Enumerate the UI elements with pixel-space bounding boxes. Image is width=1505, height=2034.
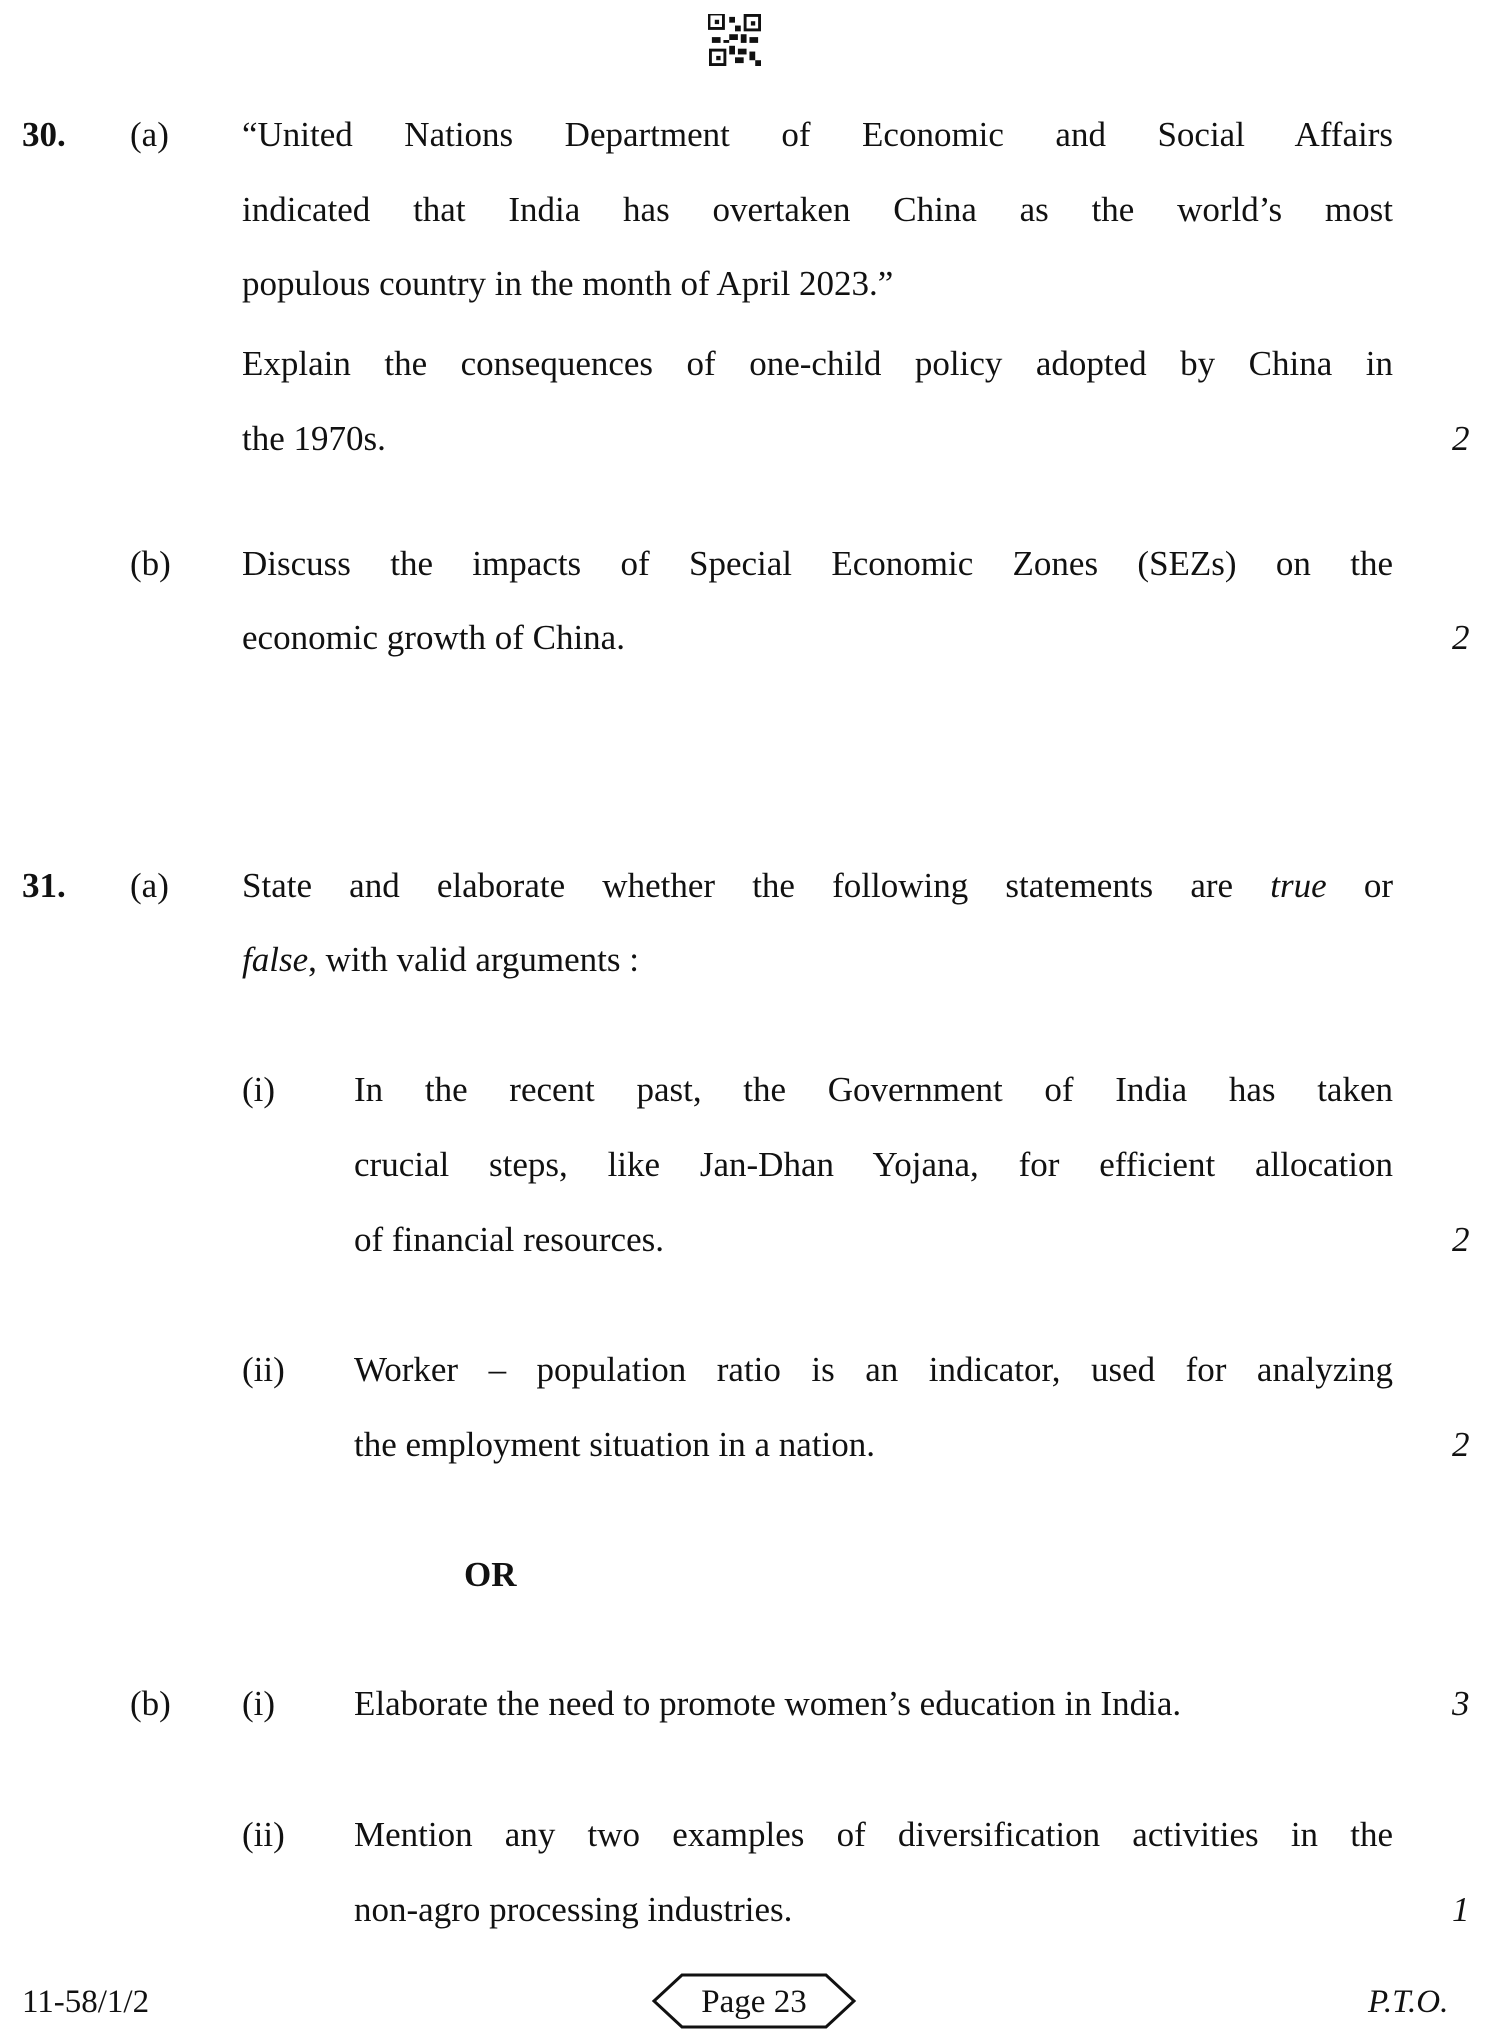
part-label-30b: (b): [130, 544, 171, 583]
sub-label-31aii: (ii): [242, 1350, 285, 1389]
marks-31ai: 2: [1452, 1220, 1470, 1259]
part-label-31a: (a): [130, 866, 169, 905]
q31ai-line: crucial steps, like Jan-Dhan Yojana, for efficient allocation: [354, 1145, 1393, 1184]
q31bii-line: non-agro processing industries.: [354, 1890, 793, 1929]
marks-31aii: 2: [1452, 1425, 1470, 1464]
pto-label: P.T.O.: [1368, 1984, 1449, 2020]
part-label-30a: (a): [130, 115, 169, 154]
q31ai-line: In the recent past, the Government of India has taken: [354, 1070, 1393, 1109]
part-label-31b: (b): [130, 1684, 171, 1723]
q30a-line: indicated that India has overtaken China as the world’s most: [242, 190, 1393, 229]
marks-30a: 2: [1452, 419, 1470, 458]
q31aii-line: the employment situation in a nation.: [354, 1425, 876, 1464]
q31a-or: or: [1363, 866, 1393, 905]
sub-label-31bi: (i): [242, 1684, 276, 1723]
sub-label-31ai: (i): [242, 1070, 276, 1109]
q30a-line: populous country in the month of April 2023.”: [242, 264, 894, 303]
q31a-true: true: [1270, 866, 1327, 905]
q31a-line: [242, 938, 1393, 982]
q31ai-line: of financial resources.: [354, 1220, 664, 1259]
q31a-text: , with valid arguments :: [308, 940, 639, 979]
question-number-31: 31.: [22, 866, 66, 905]
q30a-line: “United Nations Department of Economic and Social Affairs: [242, 115, 1393, 154]
q31aii-line: Worker – population ratio is an indicator, used for analyzing: [354, 1350, 1393, 1389]
q31a-false: false: [242, 940, 309, 979]
marks-31bi: 3: [1452, 1684, 1470, 1723]
q31a-text: State and elaborate whether the following statements are: [242, 866, 1234, 905]
paper-code: 11-58/1/2: [22, 1984, 150, 2020]
q30a-line: the 1970s.: [242, 419, 386, 458]
or-divider: OR: [464, 1555, 517, 1594]
marks-30b: 2: [1452, 618, 1470, 657]
page-number: Page 23: [701, 1984, 807, 2020]
sub-label-31bii: (ii): [242, 1815, 285, 1854]
question-number-30: 30.: [22, 115, 66, 154]
q31bii-line: Mention any two examples of diversification activities in the: [354, 1815, 1393, 1854]
marks-31bii: 1: [1452, 1890, 1470, 1929]
qr-code-icon: [708, 14, 762, 66]
q31bi-line: Elaborate the need to promote women’s education in India.: [354, 1684, 1182, 1723]
q30a-line: Explain the consequences of one-child policy adopted by China in: [242, 344, 1393, 383]
q31a-line: [242, 864, 1393, 908]
q30b-line: Discuss the impacts of Special Economic Zones (SEZs) on the: [242, 544, 1393, 583]
q30b-line: economic growth of China.: [242, 618, 625, 657]
